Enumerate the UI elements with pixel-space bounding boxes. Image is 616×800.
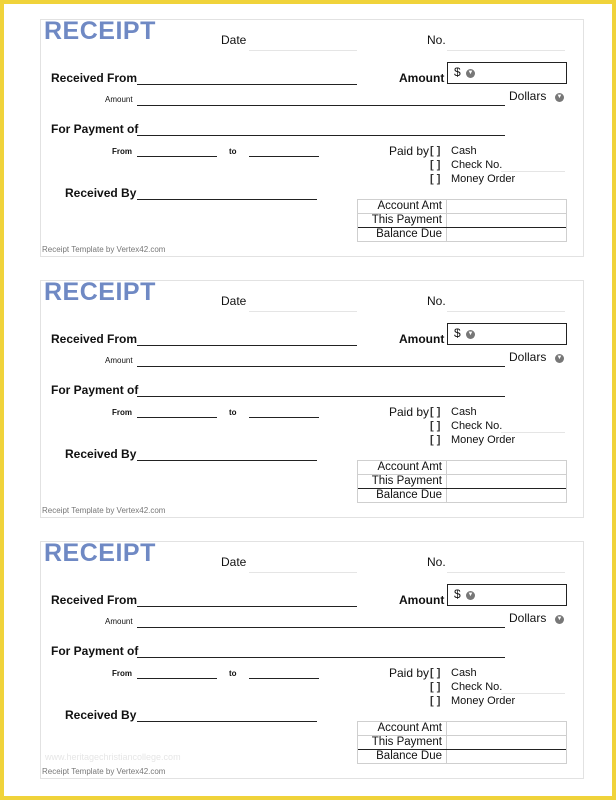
received-by-label: Received By (65, 186, 137, 200)
account-amt-label: Account Amt (377, 461, 442, 473)
received-from-label: Received From (51, 593, 138, 607)
received-from-label: Received From (51, 71, 138, 85)
no-label: No. (427, 555, 446, 569)
cash-checkbox[interactable]: [ ] (430, 145, 441, 157)
this-payment-label: This Payment (371, 214, 442, 226)
money-order-checkbox[interactable]: [ ] (430, 173, 441, 185)
number-field[interactable] (447, 572, 565, 573)
amount-words-label: Amount (105, 95, 133, 104)
to-label: to (229, 147, 237, 156)
received-by-field[interactable] (137, 199, 317, 200)
receipt-card (40, 280, 584, 518)
from-field[interactable] (137, 678, 217, 679)
cash-checkbox[interactable]: [ ] (430, 667, 441, 679)
paid-by-label: Paid by (389, 405, 430, 419)
chevron-down-circle-icon[interactable]: ▼ (556, 355, 563, 361)
check-checkbox[interactable]: [ ] (430, 159, 441, 171)
chevron-down-circle-icon[interactable]: ▼ (556, 94, 563, 100)
check-number-field[interactable] (501, 171, 565, 172)
amount-label: Amount (399, 71, 445, 85)
for-payment-label: For Payment of (51, 122, 139, 136)
for-payment-label: For Payment of (51, 644, 139, 658)
number-field[interactable] (447, 311, 565, 312)
to-label: to (229, 408, 237, 417)
balance-due-label: Balance Due (376, 489, 442, 501)
received-from-field[interactable] (137, 606, 357, 607)
money-order-checkbox[interactable]: [ ] (430, 434, 441, 446)
dollars-label: Dollars (509, 350, 547, 364)
amount-words-field[interactable] (137, 105, 505, 106)
to-field[interactable] (249, 678, 319, 679)
to-field[interactable] (249, 156, 319, 157)
cash-option-label: Cash (451, 145, 477, 157)
account-amt-label: Account Amt (377, 722, 442, 734)
amount-label: Amount (399, 593, 445, 607)
received-by-label: Received By (65, 708, 137, 722)
watermark-text: www.heritagechristiancollege.com (45, 752, 181, 762)
from-field[interactable] (137, 156, 217, 157)
money-order-option-label: Money Order (451, 173, 516, 185)
payment-summary-table (357, 460, 567, 503)
cash-option-label: Cash (451, 667, 477, 679)
received-by-field[interactable] (137, 460, 317, 461)
template-credit: Receipt Template by Vertex42.com (42, 767, 166, 776)
currency-symbol: $ (454, 65, 461, 79)
chevron-down-circle-icon[interactable]: ▼ (467, 331, 474, 337)
this-payment-label: This Payment (371, 475, 442, 487)
receipt-title: RECEIPT (44, 539, 156, 567)
receipt-card (40, 541, 584, 779)
amount-box[interactable] (447, 62, 567, 84)
paid-by-label: Paid by (389, 144, 430, 158)
this-payment-label: This Payment (371, 736, 442, 748)
check-number-field[interactable] (501, 432, 565, 433)
for-payment-field[interactable] (137, 657, 505, 658)
receipt-sheet (4, 4, 612, 796)
received-from-field[interactable] (137, 84, 357, 85)
balance-due-label: Balance Due (376, 750, 442, 762)
amount-label: Amount (399, 332, 445, 346)
template-credit: Receipt Template by Vertex42.com (42, 245, 166, 254)
to-label: to (229, 669, 237, 678)
no-label: No. (427, 33, 446, 47)
from-field[interactable] (137, 417, 217, 418)
from-label: From (112, 147, 132, 156)
chevron-down-circle-icon[interactable]: ▼ (556, 616, 563, 622)
received-from-label: Received From (51, 332, 138, 346)
date-field[interactable] (249, 572, 357, 573)
check-checkbox[interactable]: [ ] (430, 681, 441, 693)
receipt-title: RECEIPT (44, 17, 156, 45)
check-checkbox[interactable]: [ ] (430, 420, 441, 432)
template-credit: Receipt Template by Vertex42.com (42, 506, 166, 515)
received-by-field[interactable] (137, 721, 317, 722)
receipt-title: RECEIPT (44, 278, 156, 306)
for-payment-label: For Payment of (51, 383, 139, 397)
cash-option-label: Cash (451, 406, 477, 418)
date-label: Date (221, 294, 247, 308)
for-payment-field[interactable] (137, 396, 505, 397)
number-field[interactable] (447, 50, 565, 51)
amount-words-field[interactable] (137, 627, 505, 628)
dollars-label: Dollars (509, 611, 547, 625)
from-label: From (112, 408, 132, 417)
amount-words-label: Amount (105, 617, 133, 626)
no-label: No. (427, 294, 446, 308)
currency-symbol: $ (454, 587, 461, 601)
check-option-label: Check No. (451, 159, 503, 171)
receipt-card (40, 19, 584, 257)
balance-due-label: Balance Due (376, 228, 442, 240)
dollars-label: Dollars (509, 89, 547, 103)
to-field[interactable] (249, 417, 319, 418)
chevron-down-circle-icon[interactable]: ▼ (467, 70, 474, 76)
from-label: From (112, 669, 132, 678)
chevron-down-circle-icon[interactable]: ▼ (467, 592, 474, 598)
for-payment-field[interactable] (137, 135, 505, 136)
received-by-label: Received By (65, 447, 137, 461)
payment-summary-table (357, 721, 567, 764)
currency-symbol: $ (454, 326, 461, 340)
payment-summary-table (357, 199, 567, 242)
date-label: Date (221, 555, 247, 569)
received-from-field[interactable] (137, 345, 357, 346)
account-amt-label: Account Amt (377, 200, 442, 212)
check-option-label: Check No. (451, 420, 503, 432)
money-order-option-label: Money Order (451, 695, 516, 707)
money-order-checkbox[interactable]: [ ] (430, 695, 441, 707)
money-order-option-label: Money Order (451, 434, 516, 446)
amount-words-label: Amount (105, 356, 133, 365)
check-number-field[interactable] (501, 693, 565, 694)
date-field[interactable] (249, 50, 357, 51)
check-option-label: Check No. (451, 681, 503, 693)
paid-by-label: Paid by (389, 666, 430, 680)
date-label: Date (221, 33, 247, 47)
amount-box[interactable] (447, 323, 567, 345)
amount-box[interactable] (447, 584, 567, 606)
amount-words-field[interactable] (137, 366, 505, 367)
cash-checkbox[interactable]: [ ] (430, 406, 441, 418)
date-field[interactable] (249, 311, 357, 312)
